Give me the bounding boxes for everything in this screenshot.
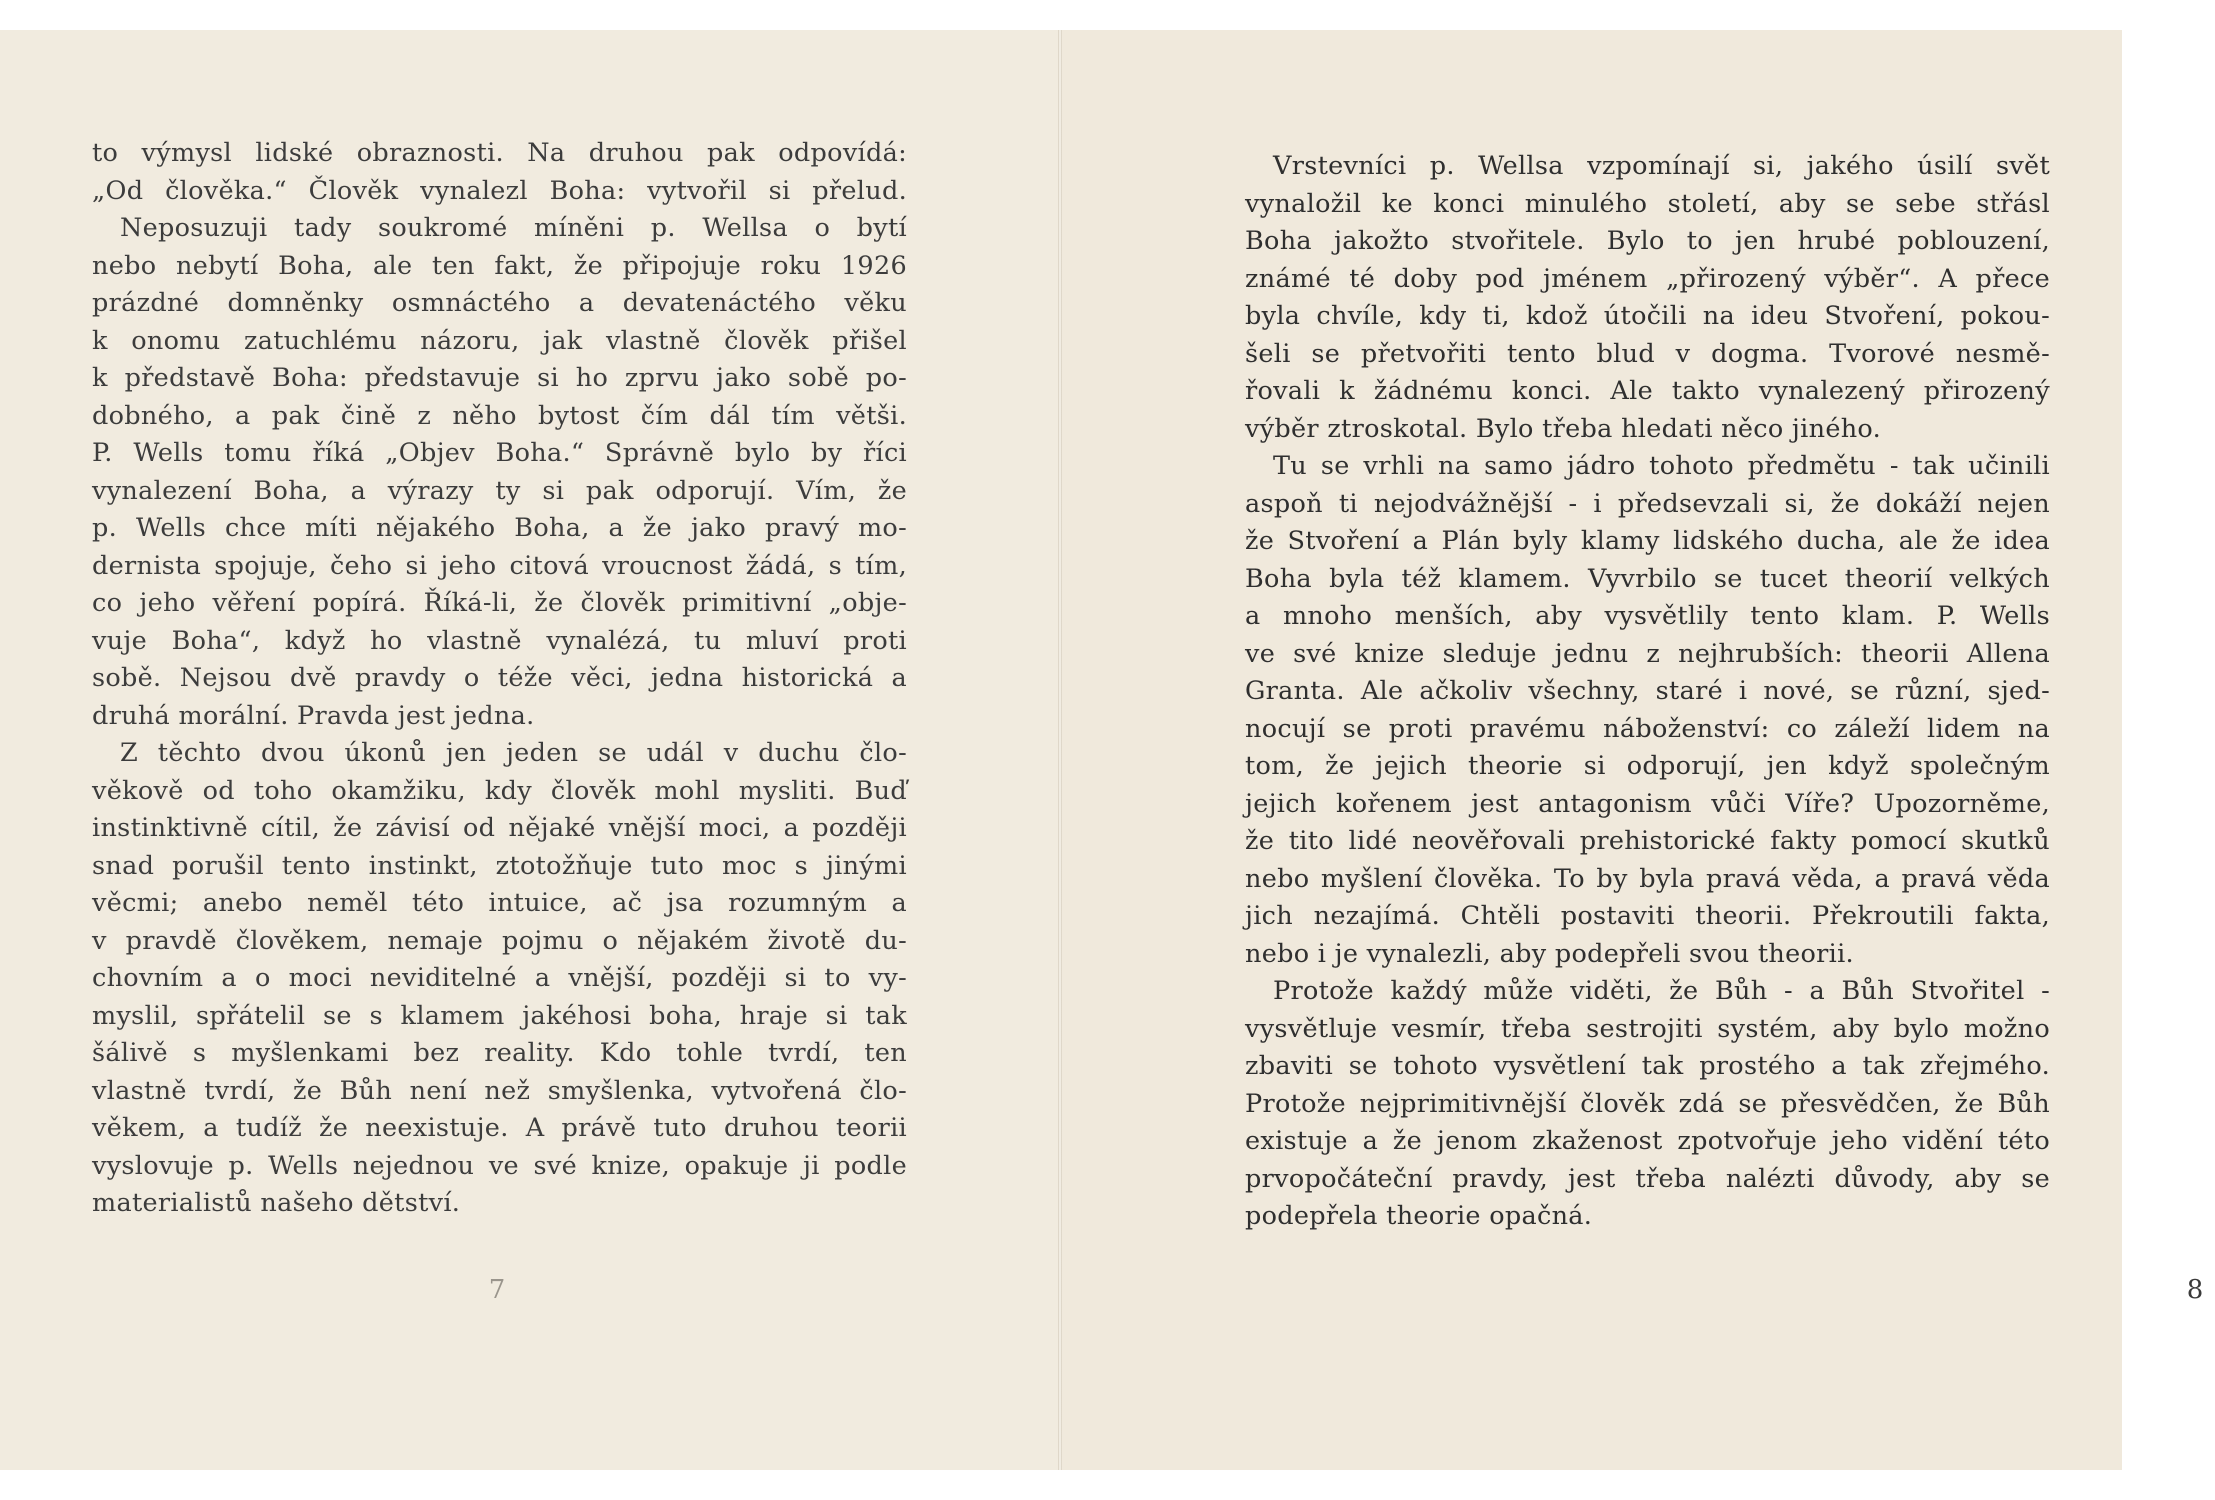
text-line: materialistů našeho dětství. bbox=[92, 1188, 461, 1218]
page-number: 8 bbox=[2186, 1275, 2204, 1305]
text-line: vlastně tvrdí, že Bůh není než smyšlenka, vytvořená člo- bbox=[92, 1075, 907, 1106]
text-line: jejich kořenem jest antagonism vůči Víře? Upozorněme, bbox=[1245, 788, 2050, 819]
text-line: Z těchto dvou úkonů jen jeden se udál v duchu člo- bbox=[120, 738, 907, 768]
text-line: k onomu zatuchlému názoru, jak vlastně člověk přišel bbox=[92, 325, 907, 356]
book-spread bbox=[0, 30, 2204, 1470]
text-line: nebo i je vynalezli, aby podepřeli svou theorii. bbox=[1245, 938, 1854, 969]
text-line: šeli se přetvořiti tento blud v dogma. Tvorové nesmě- bbox=[1245, 338, 2050, 369]
text-line: druhá morální. Pravda jest jedna. bbox=[92, 700, 535, 731]
text-line: Protože nejprimitivnější člověk zdá se přesvědčen, že Bůh bbox=[1245, 1088, 2050, 1119]
text-line: dobného, a pak čině z něho bytost čím dál tím větši. bbox=[92, 400, 907, 431]
text-line: prvopočáteční pravdy, jest třeba nalézti důvody, aby se bbox=[1245, 1163, 2050, 1194]
text-line: nebo myšlení člověka. To by byla pravá věda, a pravá věda bbox=[1245, 863, 2050, 894]
text-line: sobě. Nejsou dvě pravdy o téže věci, jedna historická a bbox=[92, 663, 907, 693]
text-line: ve své knize sleduje jednu z nejhrubších: theorii Allena bbox=[1245, 638, 2050, 669]
text-line: nocují se proti pravému náboženství: co záleží lidem na bbox=[1245, 713, 2050, 744]
text-line: vynaložil ke konci minulého století, aby se sebe střásl bbox=[1245, 188, 2050, 219]
text-line: k představě Boha: představuje si ho zprvu jako sobě po- bbox=[92, 363, 907, 393]
text-line: snad porušil tento instinkt, ztotožňuje tuto moc s jinými bbox=[92, 850, 907, 881]
text-line: myslil, spřátelil se s klamem jakéhosi boha, hraje si tak bbox=[92, 1000, 907, 1031]
text-line: jich nezajímá. Chtěli postaviti theorii. Překroutili fakta, bbox=[1245, 901, 2050, 931]
left-page bbox=[0, 30, 1058, 1470]
text-line: nebo nebytí Boha, ale ten fakt, že připojuje roku 1926 bbox=[92, 250, 907, 281]
text-line: aspoň ti nejodvážnější - i předsevzali si, že dokáží nejen bbox=[1245, 488, 2050, 519]
text-line: co jeho věření popírá. Říká-li, že člověk primitivní „obje- bbox=[92, 588, 907, 618]
text-line: Granta. Ale ačkoliv všechny, staré i nové, se různí, sjed- bbox=[1245, 676, 2050, 706]
text-line: vynalezení Boha, a výrazy ty si pak odporují. Vím, že bbox=[92, 475, 907, 506]
text-line: byla chvíle, kdy ti, kdož útočili na ideu Stvoření, pokou- bbox=[1245, 301, 2050, 331]
text-line: „Od člověka.“ Člověk vynalezl Boha: vytvořil si přelud. bbox=[92, 175, 907, 206]
text-line: p. Wells chce míti nějakého Boha, a že jako pravý mo- bbox=[92, 513, 907, 543]
text-line: zbaviti se tohoto vysvětlení tak prostého a tak zřejmého. bbox=[1245, 1051, 2050, 1081]
text-line: vysvětluje vesmír, třeba sestrojiti systém, aby bylo možno bbox=[1245, 1013, 2050, 1044]
text-line: Protože každý může viděti, že Bůh - a Bůh Stvořitel - bbox=[1273, 976, 2050, 1006]
text-line: tom, že jejich theorie si odporují, jen když společným bbox=[1245, 751, 2050, 781]
text-line: známé té doby pod jménem „přirozený výběr“. A přece bbox=[1245, 263, 2050, 294]
text-line: instinktivně cítil, že závisí od nějaké vnější moci, a později bbox=[92, 813, 907, 843]
text-line: existuje a že jenom zkaženost zpotvořuje jeho vidění této bbox=[1245, 1126, 2050, 1156]
page-number: 7 bbox=[488, 1275, 506, 1305]
text-line: chovním a o moci neviditelné a vnější, později si to vy- bbox=[92, 963, 907, 993]
text-line: věkově od toho okamžiku, kdy člověk mohl mysliti. Buď bbox=[92, 775, 907, 806]
text-line: šálivě s myšlenkami bez reality. Kdo tohle tvrdí, ten bbox=[92, 1038, 907, 1068]
text-line: věkem, a tudíž že neexistuje. A právě tuto druhou teorii bbox=[92, 1113, 907, 1143]
text-line: že Stvoření a Plán byly klamy lidského ducha, ale že idea bbox=[1245, 526, 2050, 556]
text-line: prázdné domněnky osmnáctého a devatenáctého věku bbox=[92, 288, 907, 318]
text-line: výběr ztroskotal. Bylo třeba hledati něco jiného. bbox=[1245, 413, 1882, 444]
text-line: to výmysl lidské obraznosti. Na druhou pak odpovídá: bbox=[92, 138, 907, 168]
text-line: že tito lidé neověřovali prehistorické fakty pomocí skutků bbox=[1245, 826, 2050, 856]
text-line: Boha jakožto stvořitele. Bylo to jen hrubé poblouzení, bbox=[1245, 226, 2050, 256]
text-line: a mnoho menších, aby vysvětlily tento klam. P. Wells bbox=[1245, 601, 2050, 631]
text-line: podepřela theorie opačná. bbox=[1245, 1201, 1593, 1231]
text-line: Boha byla též klamem. Vyvrbilo se tucet theorií velkých bbox=[1245, 563, 2050, 594]
text-line: Tu se vrhli na samo jádro tohoto předmětu - tak učinili bbox=[1273, 451, 2050, 481]
text-line: v pravdě člověkem, nemaje pojmu o nějakém životě du- bbox=[92, 925, 907, 956]
text-line: Neposuzuji tady soukromé míněni p. Wellsa o bytí bbox=[120, 213, 907, 243]
left-page-text bbox=[92, 135, 907, 1223]
right-page bbox=[1062, 30, 2204, 1470]
text-line: vuje Boha“, když ho vlastně vynalézá, tu mluví proti bbox=[92, 625, 907, 656]
text-line: řovali k žádnému konci. Ale takto vynalezený přirozený bbox=[1245, 376, 2050, 406]
text-line: dernista spojuje, čeho si jeho citová vroucnost žádá, s tím, bbox=[92, 550, 907, 581]
text-line: vyslovuje p. Wells nejednou ve své knize, opakuje ji podle bbox=[92, 1150, 907, 1181]
text-line: P. Wells tomu říká „Objev Boha.“ Správně bylo by říci bbox=[92, 438, 907, 468]
text-line: Vrstevníci p. Wellsa vzpomínají si, jakého úsilí svět bbox=[1273, 151, 2050, 181]
text-line: věcmi; anebo neměl této intuice, ač jsa rozumným a bbox=[92, 888, 907, 918]
right-page-text bbox=[1245, 148, 2050, 1236]
